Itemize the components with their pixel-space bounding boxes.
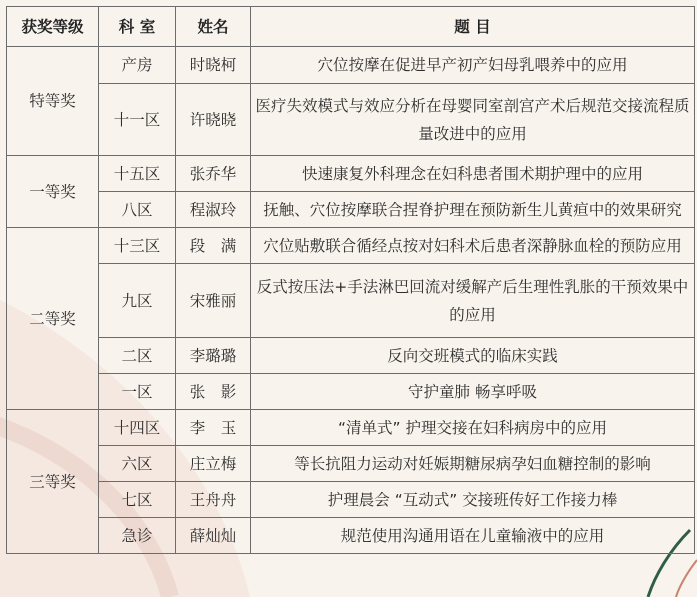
dept-cell: 十四区 [99, 410, 176, 446]
dept-cell: 一区 [99, 374, 176, 410]
title-cell: 反向交班模式的临床实践 [251, 338, 695, 374]
title-cell: 等长抗阻力运动对妊娠期糖尿病孕妇血糖控制的影响 [251, 446, 695, 482]
table-row [7, 264, 695, 338]
table-row [7, 228, 695, 264]
title-cell: 快速康复外科理念在妇科患者围术期护理中的应用 [251, 156, 695, 192]
dept-cell: 十一区 [99, 84, 176, 156]
dept-cell: 十三区 [99, 228, 176, 264]
header-title: 题 目 [251, 7, 695, 47]
title-cell: 规范使用沟通用语在儿童输液中的应用 [251, 518, 695, 554]
title-cell: 穴位按摩在促进早产初产妇母乳喂养中的应用 [251, 47, 695, 84]
title-cell: “清单式” 护理交接在妇科病房中的应用 [251, 410, 695, 446]
title-cell: 守护童肺 畅享呼吸 [251, 374, 695, 410]
name-cell: 李璐璐 [176, 338, 251, 374]
table-row [7, 156, 695, 192]
award-level-cell: 一等奖 [7, 156, 99, 228]
title-cell: 抚触、穴位按摩联合捏脊护理在预防新生儿黄疸中的效果研究 [251, 192, 695, 228]
award-level-cell: 三等奖 [7, 410, 99, 554]
award-level-cell: 特等奖 [7, 47, 99, 156]
name-cell: 张乔华 [176, 156, 251, 192]
name-cell: 程淑玲 [176, 192, 251, 228]
dept-cell: 产房 [99, 47, 176, 84]
name-cell: 王舟舟 [176, 482, 251, 518]
dept-cell: 八区 [99, 192, 176, 228]
dept-cell: 七区 [99, 482, 176, 518]
dept-cell: 六区 [99, 446, 176, 482]
header-level: 获奖等级 [7, 7, 99, 47]
table-row [7, 192, 695, 228]
header-name: 姓名 [176, 7, 251, 47]
award-level-cell: 二等奖 [7, 228, 99, 410]
dept-cell: 十五区 [99, 156, 176, 192]
table-row [7, 410, 695, 446]
header-row [7, 7, 695, 47]
name-cell: 时晓柯 [176, 47, 251, 84]
title-cell: 穴位贴敷联合循经点按对妇科术后患者深静脉血栓的预防应用 [251, 228, 695, 264]
name-cell: 宋雅丽 [176, 264, 251, 338]
title-cell: 护理晨会 “互动式” 交接班传好工作接力棒 [251, 482, 695, 518]
name-cell: 段 满 [176, 228, 251, 264]
table-row [7, 482, 695, 518]
name-cell: 庄立梅 [176, 446, 251, 482]
name-cell: 张 影 [176, 374, 251, 410]
award-table [6, 6, 695, 554]
table-row [7, 338, 695, 374]
table-row [7, 84, 695, 156]
name-cell: 许晓晓 [176, 84, 251, 156]
table-row [7, 446, 695, 482]
dept-cell: 二区 [99, 338, 176, 374]
title-cell: 反式按压法+手法淋巴回流对缓解产后生理性乳胀的干预效果中的应用 [251, 264, 695, 338]
name-cell: 薛灿灿 [176, 518, 251, 554]
name-cell: 李 玉 [176, 410, 251, 446]
title-cell: 医疗失效模式与效应分析在母婴同室剖宫产术后规范交接流程质量改进中的应用 [251, 84, 695, 156]
table-row [7, 374, 695, 410]
dept-cell: 九区 [99, 264, 176, 338]
header-dept: 科 室 [99, 7, 176, 47]
table-row [7, 47, 695, 84]
table-row [7, 518, 695, 554]
dept-cell: 急诊 [99, 518, 176, 554]
